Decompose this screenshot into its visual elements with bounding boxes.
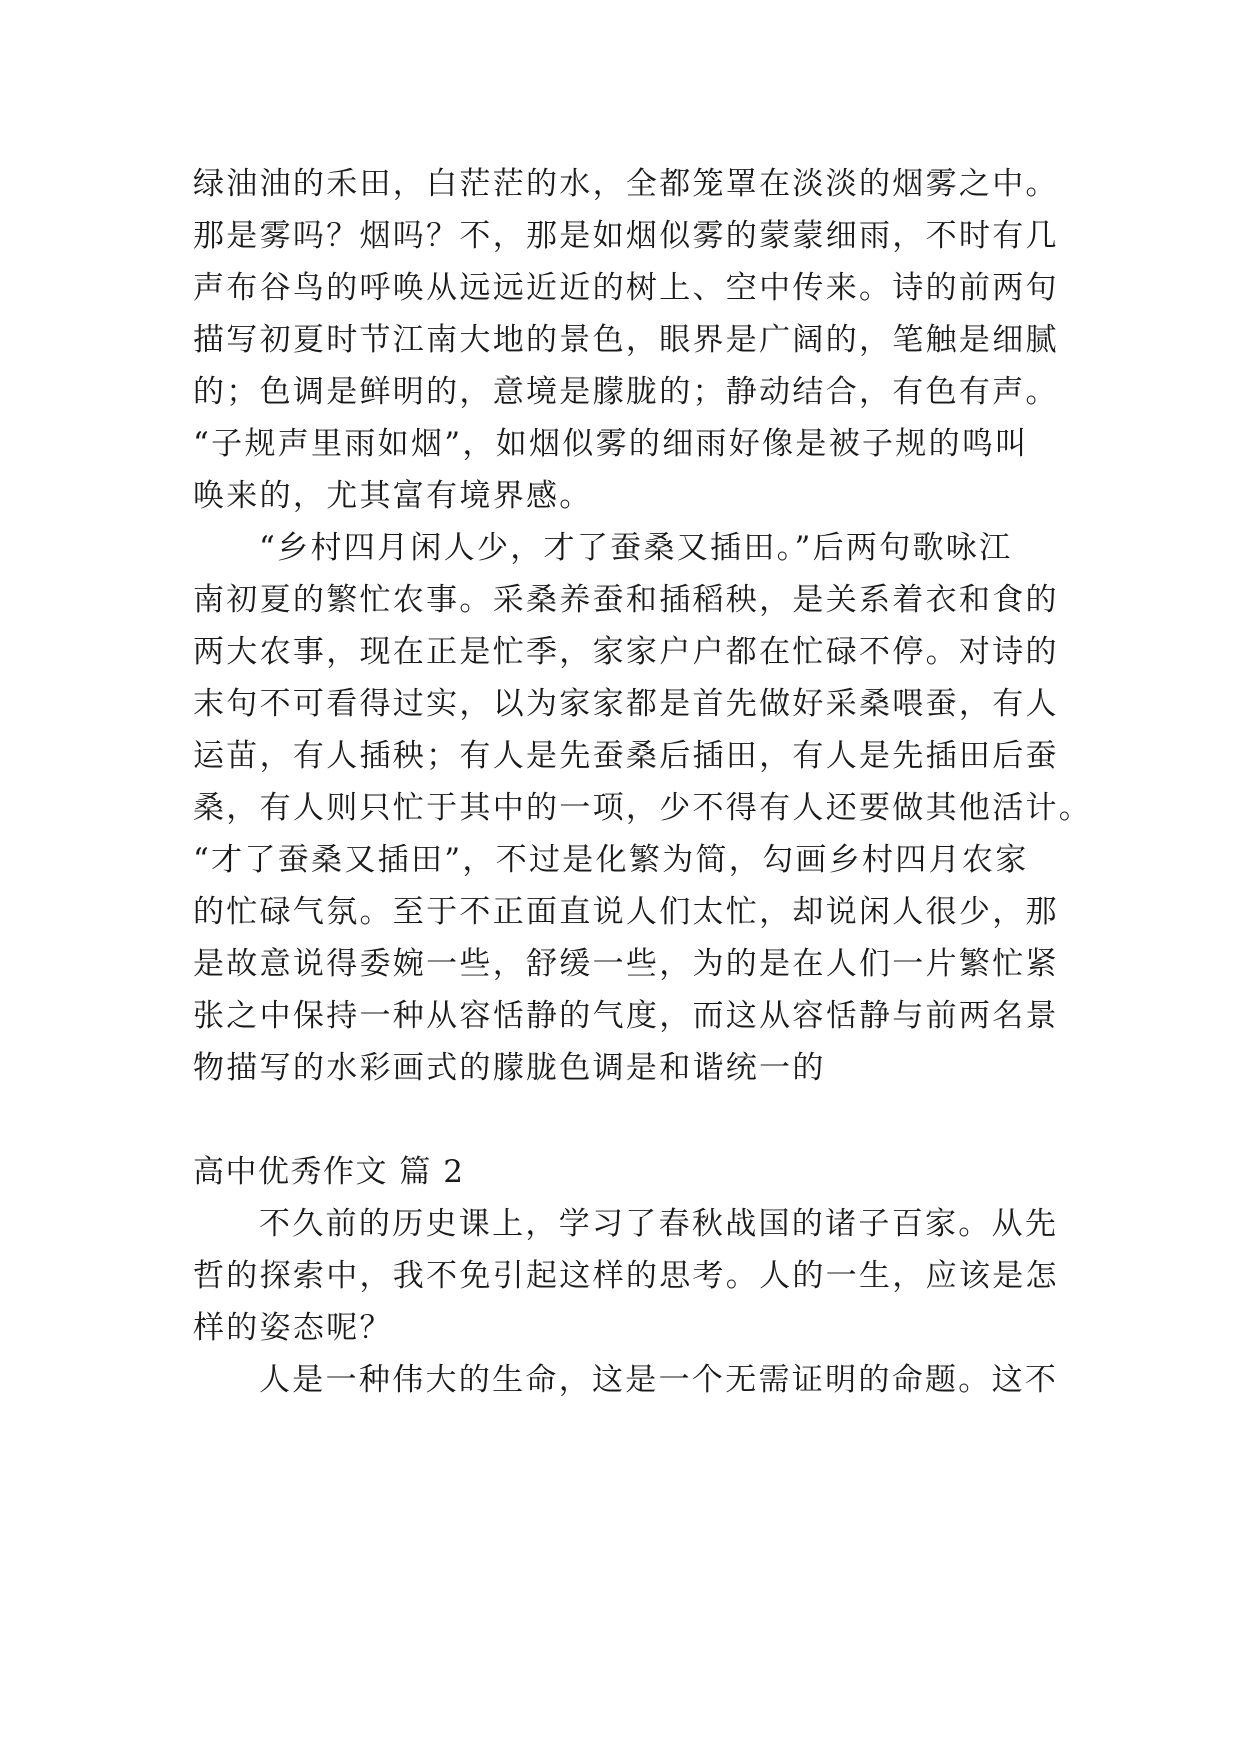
text-line: 声布谷鸟的呼唤从远远近近的树上、空中传来。诗的前两句 xyxy=(193,270,1059,306)
text-line: 张之中保持一种从容恬静的气度，而这从容恬静与前两名景 xyxy=(193,998,1059,1034)
text-line: 唤来的，尤其富有境界感。 xyxy=(193,478,593,514)
text-line: 不久前的历史课上，学习了春秋战国的诸子百家。从先 xyxy=(259,1206,1059,1242)
section-spacer xyxy=(193,1094,1053,1146)
paragraph-4 xyxy=(193,1354,1059,1406)
text-line: 绿油油的禾田，白茫茫的水，全都笼罩在淡淡的烟雾之中。 xyxy=(193,166,1059,202)
text-line: 桑，有人则只忙于其中的一项，少不得有人还要做其他活计。 xyxy=(193,790,1093,826)
paragraph-2 xyxy=(193,522,1093,1094)
paragraph-1 xyxy=(193,158,1059,522)
text-line: 运苗，有人插秧；有人是先蚕桑后插田，有人是先插田后蚕 xyxy=(193,738,1059,774)
text-line: 哲的探索中，我不免引起这样的思考。人的一生，应该是怎 xyxy=(193,1258,1059,1294)
text-line: “子规声里雨如烟”，如烟似雾的细雨好像是被子规的鸣叫 xyxy=(193,426,1029,462)
text-line: “乡村四月闲人少，才了蚕桑又插田。”后两句歌咏江 xyxy=(259,530,1013,566)
text-line: 那是雾吗？烟吗？不，那是如烟似雾的蒙蒙细雨，不时有几 xyxy=(193,218,1059,254)
text-line: “才了蚕桑又插田”，不过是化繁为简，勾画乡村四月农家 xyxy=(193,842,1029,878)
text-line: 的忙碌气氛。至于不正面直说人们太忙，却说闲人很少，那 xyxy=(193,894,1059,930)
text-line: 是故意说得委婉一些，舒缓一些，为的是在人们一片繁忙紧 xyxy=(193,946,1059,982)
section-heading: 高中优秀作文 篇 2 xyxy=(193,1154,465,1190)
text-line: 末句不可看得过实，以为家家都是首先做好采桑喂蚕，有人 xyxy=(193,686,1059,722)
text-line: 样的姿态呢？ xyxy=(193,1310,393,1346)
text-line: 人是一种伟大的生命，这是一个无需证明的命题。这不 xyxy=(259,1362,1059,1398)
text-line: 物描写的水彩画式的朦胧色调是和谐统一的 xyxy=(193,1050,826,1086)
paragraph-3 xyxy=(193,1198,1059,1354)
text-line: 的；色调是鲜明的，意境是朦胧的；静动结合，有色有声。 xyxy=(193,374,1059,410)
text-line: 两大农事，现在正是忙季，家家户户都在忙碌不停。对诗的 xyxy=(193,634,1059,670)
text-line: 描写初夏时节江南大地的景色，眼界是广阔的，笔触是细腻 xyxy=(193,322,1059,358)
document-page xyxy=(193,158,1093,1406)
text-line: 南初夏的繁忙农事。采桑养蚕和插稻秧，是关系着衣和食的 xyxy=(193,582,1059,618)
